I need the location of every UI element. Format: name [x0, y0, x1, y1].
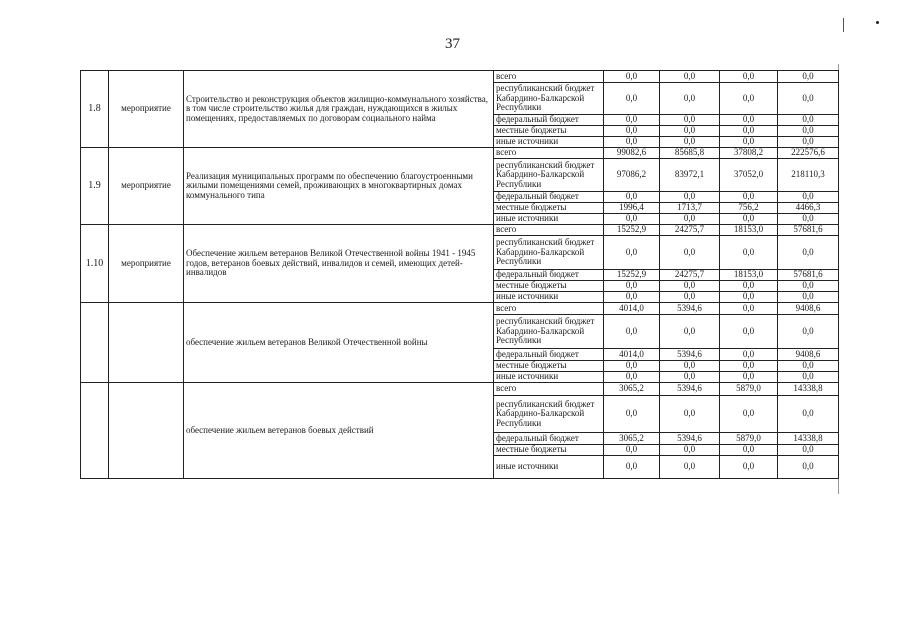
amount-cell: 0,0	[604, 281, 660, 292]
amount-cell: 0,0	[778, 236, 839, 270]
amount-cell: 218110,3	[778, 159, 839, 192]
funding-source: республиканский бюджет Кабардино-Балкарской Республики	[494, 396, 604, 433]
amount-cell: 97086,2	[604, 159, 660, 192]
amount-cell: 0,0	[720, 303, 778, 315]
amount-cell: 0,0	[720, 445, 778, 456]
amount-cell: 0,0	[778, 372, 839, 383]
amount-cell: 85685,8	[660, 148, 720, 159]
amount-cell: 0,0	[604, 83, 660, 115]
amount-cell: 0,0	[778, 115, 839, 126]
amount-cell: 0,0	[720, 349, 778, 361]
amount-cell: 0,0	[720, 456, 778, 479]
amount-cell: 3065,2	[604, 433, 660, 445]
amount-cell: 9408,6	[778, 303, 839, 315]
amount-cell: 0,0	[604, 214, 660, 225]
funding-source: всего	[494, 71, 604, 83]
amount-cell: 5394,6	[660, 383, 720, 396]
amount-cell: 0,0	[778, 83, 839, 115]
funding-source: федеральный бюджет	[494, 433, 604, 445]
scan-mark	[843, 18, 844, 32]
item-description: Реализация муниципальных программ по обеспечению благоустроенными жилыми помещениями семей, проживающих в многоквартирных домах коммунального типа	[184, 148, 494, 225]
funding-source: местные бюджеты	[494, 361, 604, 372]
amount-cell: 0,0	[660, 236, 720, 270]
amount-cell: 0,0	[604, 456, 660, 479]
amount-cell: 57681,6	[778, 270, 839, 281]
amount-cell: 0,0	[660, 83, 720, 115]
amount-cell: 0,0	[660, 192, 720, 203]
funding-source: местные бюджеты	[494, 445, 604, 456]
amount-cell: 0,0	[720, 137, 778, 148]
amount-cell: 0,0	[778, 137, 839, 148]
amount-cell: 99082,6	[604, 148, 660, 159]
amount-cell: 0,0	[720, 192, 778, 203]
amount-cell: 37808,2	[720, 148, 778, 159]
amount-cell: 0,0	[660, 456, 720, 479]
amount-cell: 0,0	[720, 372, 778, 383]
item-number: 1.10	[81, 225, 109, 303]
item-description: Обеспечение жильем ветеранов Великой Отечественной войны 1941 - 1945 годов, ветеранов боевых действий, инвалидов и семей, имеющих детей-инвалидов	[184, 225, 494, 303]
amount-cell: 4014,0	[604, 303, 660, 315]
amount-cell: 9408,6	[778, 349, 839, 361]
table-body	[81, 71, 839, 479]
amount-cell: 37052,0	[720, 159, 778, 192]
funding-source: федеральный бюджет	[494, 115, 604, 126]
amount-cell: 18153,0	[720, 270, 778, 281]
funding-source: иные источники	[494, 292, 604, 303]
funding-source: всего	[494, 225, 604, 236]
funding-source: местные бюджеты	[494, 203, 604, 214]
funding-source: федеральный бюджет	[494, 349, 604, 361]
table-row	[81, 383, 839, 396]
funding-source: республиканский бюджет Кабардино-Балкарской Республики	[494, 159, 604, 192]
amount-cell: 0,0	[720, 214, 778, 225]
amount-cell: 0,0	[660, 137, 720, 148]
amount-cell: 14338,8	[778, 383, 839, 396]
item-number	[81, 303, 109, 383]
item-type: мероприятие	[109, 71, 184, 148]
amount-cell: 0,0	[720, 361, 778, 372]
amount-cell: 0,0	[604, 126, 660, 137]
amount-cell: 0,0	[660, 315, 720, 349]
amount-cell: 5394,6	[660, 303, 720, 315]
item-type: мероприятие	[109, 225, 184, 303]
amount-cell: 0,0	[604, 315, 660, 349]
funding-source: федеральный бюджет	[494, 192, 604, 203]
amount-cell: 0,0	[778, 445, 839, 456]
amount-cell: 0,0	[604, 137, 660, 148]
amount-cell: 0,0	[778, 126, 839, 137]
amount-cell: 15252,9	[604, 270, 660, 281]
amount-cell: 0,0	[778, 361, 839, 372]
funding-source: всего	[494, 303, 604, 315]
funding-source: всего	[494, 383, 604, 396]
amount-cell: 0,0	[778, 396, 839, 433]
amount-cell: 0,0	[720, 292, 778, 303]
amount-cell: 24275,7	[660, 270, 720, 281]
amount-cell: 756,2	[720, 203, 778, 214]
amount-cell: 0,0	[604, 192, 660, 203]
amount-cell: 0,0	[720, 83, 778, 115]
funding-source: иные источники	[494, 137, 604, 148]
amount-cell: 0,0	[720, 126, 778, 137]
table-row	[81, 71, 839, 83]
amount-cell: 0,0	[604, 236, 660, 270]
amount-cell: 4466,3	[778, 203, 839, 214]
amount-cell: 24275,7	[660, 225, 720, 236]
funding-source: республиканский бюджет Кабардино-Балкарской Республики	[494, 236, 604, 270]
budget-table	[80, 70, 839, 479]
table-row	[81, 148, 839, 159]
amount-cell: 57681,6	[778, 225, 839, 236]
table-row	[81, 225, 839, 236]
amount-cell: 5879,0	[720, 383, 778, 396]
amount-cell: 0,0	[778, 292, 839, 303]
scan-dot	[876, 21, 879, 24]
amount-cell: 4014,0	[604, 349, 660, 361]
funding-source: республиканский бюджет Кабардино-Балкарской Республики	[494, 83, 604, 115]
item-description: обеспечение жильем ветеранов Великой Отечественной войны	[184, 303, 494, 383]
amount-cell: 1996,4	[604, 203, 660, 214]
amount-cell: 0,0	[604, 396, 660, 433]
amount-cell: 0,0	[660, 71, 720, 83]
amount-cell: 0,0	[778, 214, 839, 225]
amount-cell: 5879,0	[720, 433, 778, 445]
amount-cell: 0,0	[778, 281, 839, 292]
table-row	[81, 303, 839, 315]
amount-cell: 0,0	[778, 71, 839, 83]
amount-cell: 0,0	[660, 115, 720, 126]
amount-cell: 0,0	[720, 396, 778, 433]
amount-cell: 0,0	[604, 71, 660, 83]
funding-source: иные источники	[494, 456, 604, 479]
amount-cell: 0,0	[720, 315, 778, 349]
amount-cell: 0,0	[720, 236, 778, 270]
item-number: 1.9	[81, 148, 109, 225]
amount-cell: 14338,8	[778, 433, 839, 445]
amount-cell: 5394,6	[660, 349, 720, 361]
funding-source: республиканский бюджет Кабардино-Балкарской Республики	[494, 315, 604, 349]
amount-cell: 0,0	[604, 292, 660, 303]
funding-source: федеральный бюджет	[494, 270, 604, 281]
funding-source: иные источники	[494, 372, 604, 383]
funding-source: местные бюджеты	[494, 281, 604, 292]
amount-cell: 0,0	[604, 445, 660, 456]
amount-cell: 0,0	[660, 445, 720, 456]
amount-cell: 5394,6	[660, 433, 720, 445]
amount-cell: 0,0	[778, 315, 839, 349]
amount-cell: 0,0	[660, 292, 720, 303]
amount-cell: 0,0	[660, 361, 720, 372]
item-number	[81, 383, 109, 479]
item-type: мероприятие	[109, 148, 184, 225]
amount-cell: 3065,2	[604, 383, 660, 396]
amount-cell: 0,0	[660, 214, 720, 225]
amount-cell: 0,0	[778, 456, 839, 479]
item-type	[109, 303, 184, 383]
page-number: 37	[445, 36, 460, 52]
amount-cell: 0,0	[660, 396, 720, 433]
amount-cell: 0,0	[660, 372, 720, 383]
amount-cell: 18153,0	[720, 225, 778, 236]
funding-source: всего	[494, 148, 604, 159]
item-description: Строительство и реконструкция объектов жилищно-коммунального хозяйства, в том числе строительство жилья для граждан, нуждающихся в жилых помещениях, предоставляемых по договорам социального найма	[184, 71, 494, 148]
funding-source: иные источники	[494, 214, 604, 225]
amount-cell: 0,0	[660, 281, 720, 292]
amount-cell: 15252,9	[604, 225, 660, 236]
amount-cell: 0,0	[604, 372, 660, 383]
amount-cell: 0,0	[720, 115, 778, 126]
amount-cell: 0,0	[778, 192, 839, 203]
amount-cell: 1713,7	[660, 203, 720, 214]
item-description: обеспечение жильем ветеранов боевых действий	[184, 383, 494, 479]
amount-cell: 0,0	[604, 115, 660, 126]
amount-cell: 0,0	[660, 126, 720, 137]
item-type	[109, 383, 184, 479]
amount-cell: 0,0	[720, 281, 778, 292]
amount-cell: 222576,6	[778, 148, 839, 159]
amount-cell: 83972,1	[660, 159, 720, 192]
amount-cell: 0,0	[720, 71, 778, 83]
funding-source: местные бюджеты	[494, 126, 604, 137]
amount-cell: 0,0	[604, 361, 660, 372]
item-number: 1.8	[81, 71, 109, 148]
